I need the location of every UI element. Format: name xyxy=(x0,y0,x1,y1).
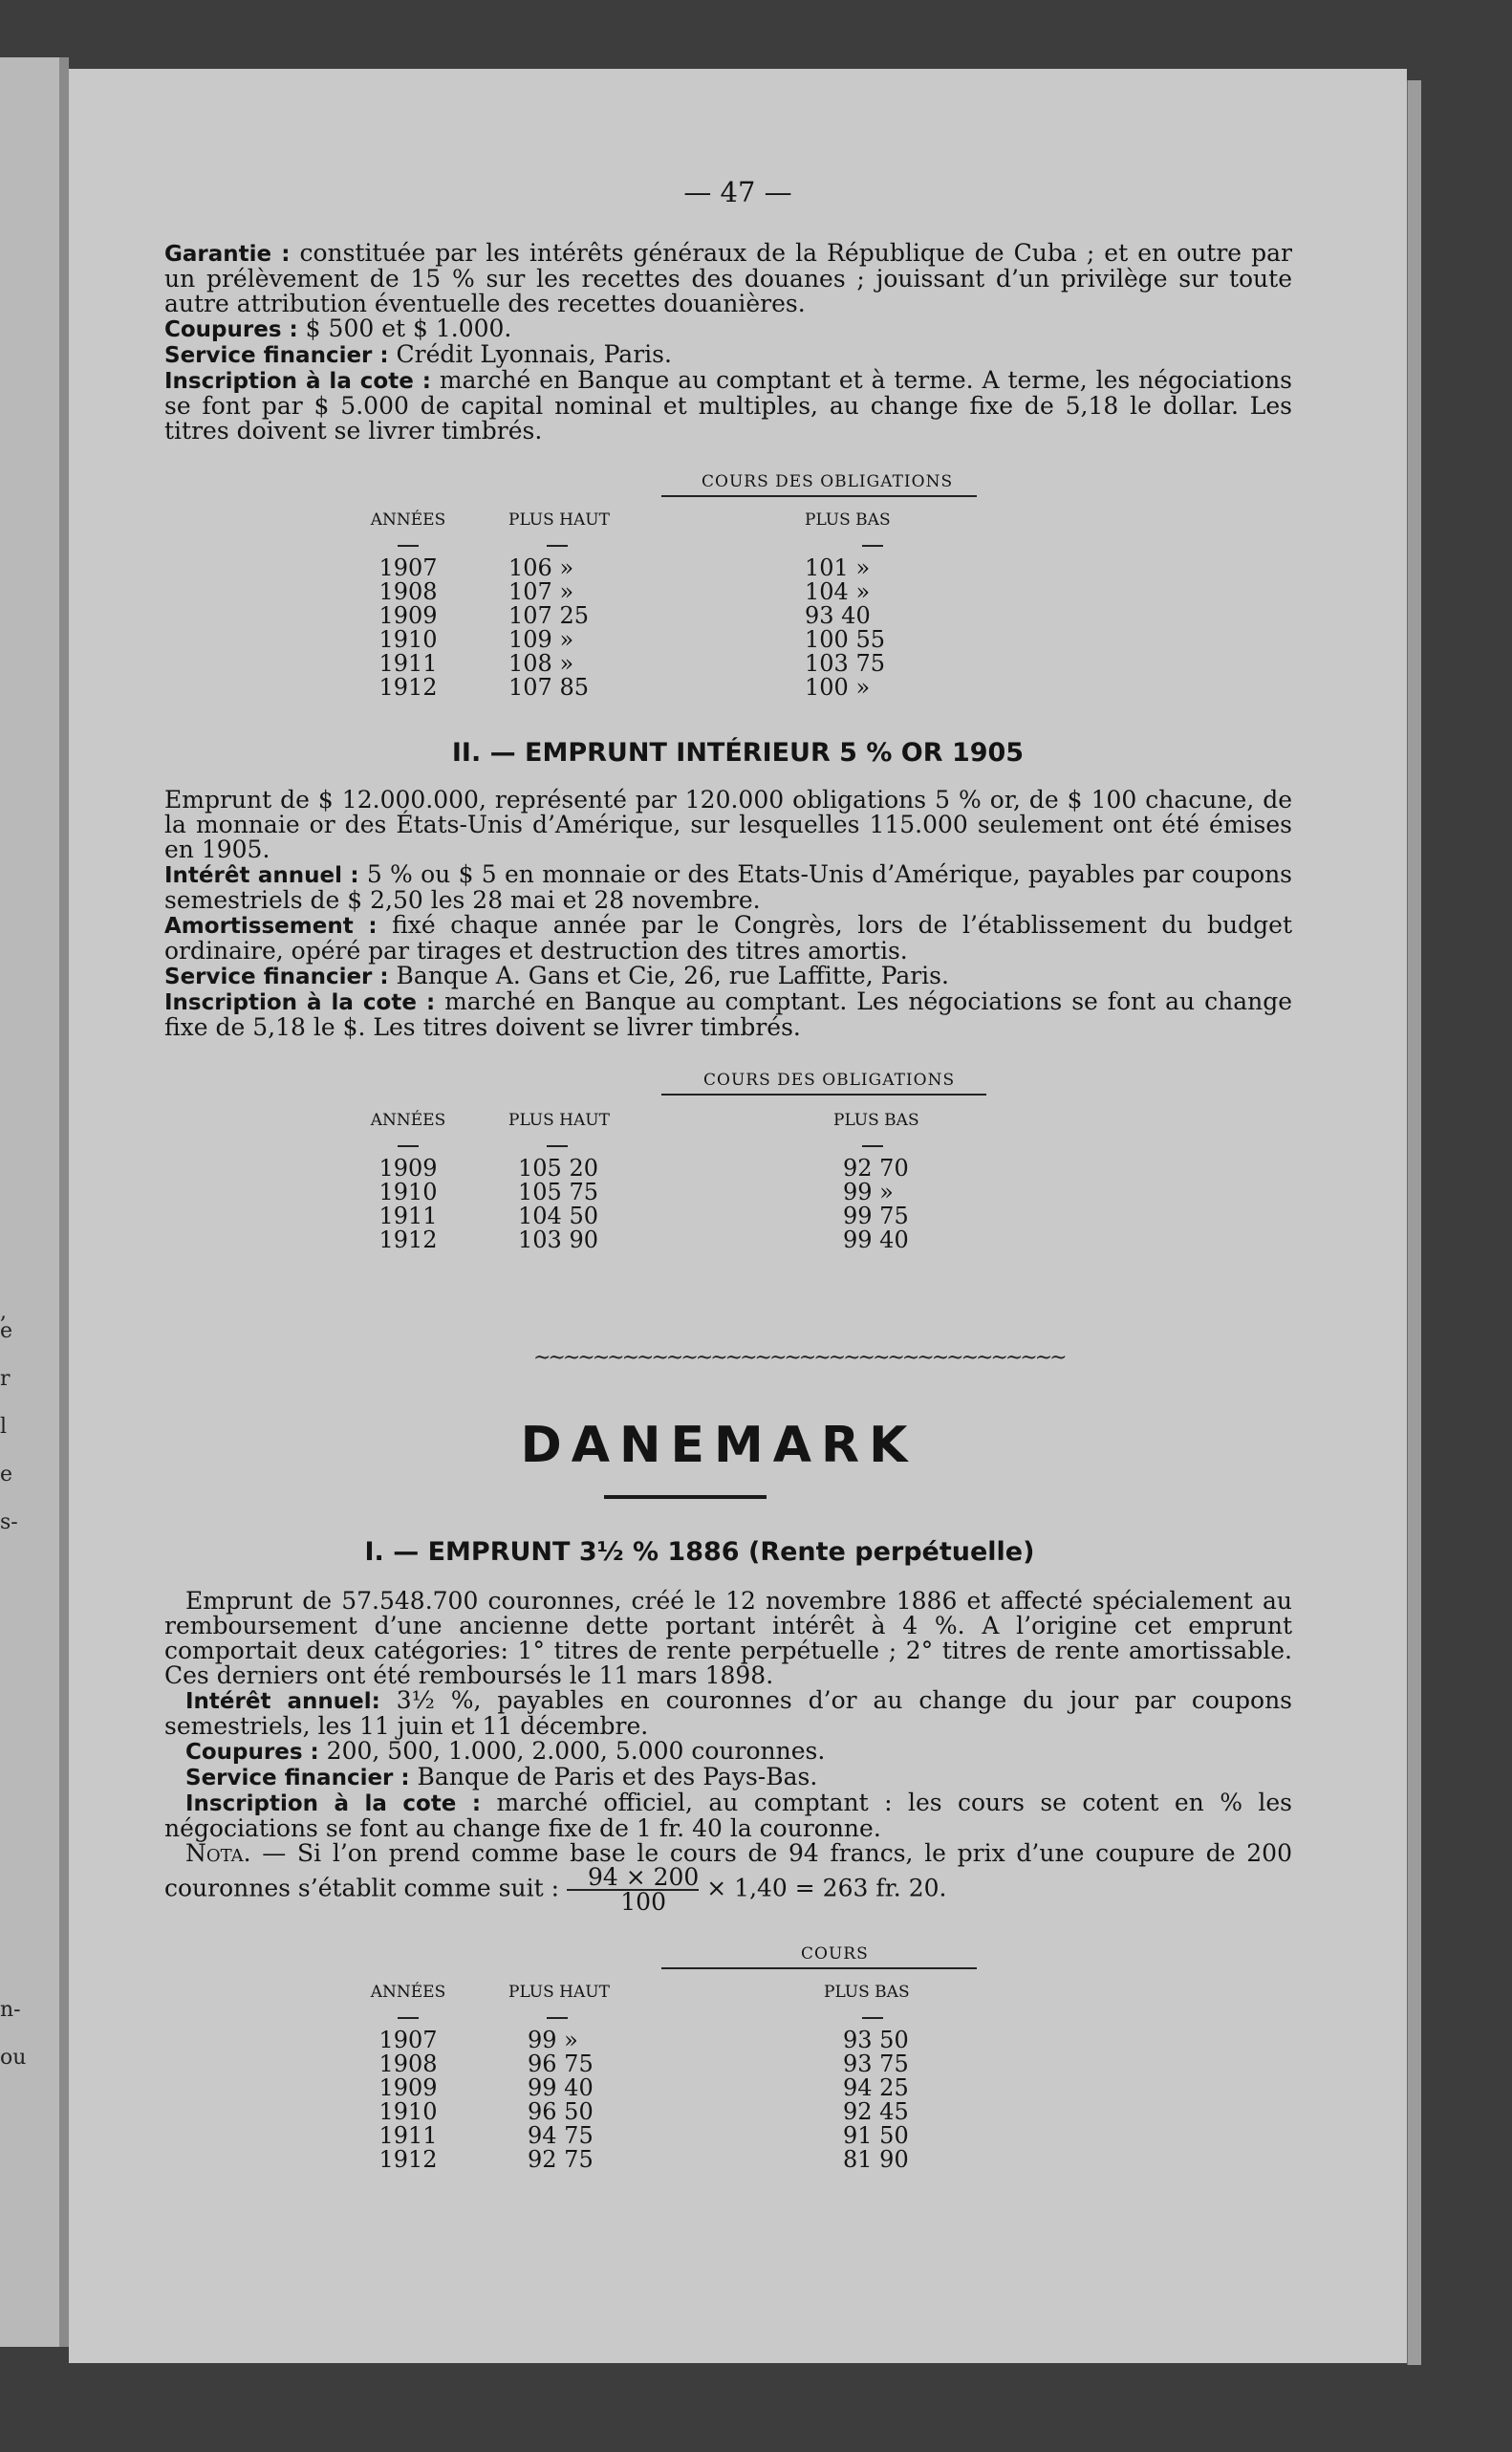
emprunt-paragraph: Emprunt de 57.548.700 couronnes, créé le 12 novembre 1886 et affecté spécialement au remboursement d’une ancienne dette portant intérêt à 4 %. A l’origine cet emprunt comportait deux catégories: 1° titres de rente perpétuelle ; 2° titres de rente amortissable. Ces derniers ont été remboursés le 11 mars 1898. xyxy=(164,1587,1292,1689)
margin-letter: n- xyxy=(0,1998,21,2022)
margin-letter: ou xyxy=(0,2046,27,2070)
service-paragraph: Service financier : Crédit Lyonnais, Paris. xyxy=(164,340,672,368)
col-header: PLUS HAUT xyxy=(508,1111,610,1130)
table-row: 1910 109 » 100 55 xyxy=(378,626,885,653)
col-header: ANNÉES xyxy=(370,510,446,530)
calculation-fraction: $\frac{94 \times 200}{100}$ xyxy=(567,1866,699,1914)
table-row: 1910 105 75 99 » xyxy=(378,1179,894,1205)
service-paragraph: Service financier : Banque A. Gans et Cie, 26, rue Laffitte, Paris. xyxy=(164,962,949,989)
emprunt-interieur-details xyxy=(164,788,1292,1040)
decorative-wave-rule: ~~~~~~~~~~~~~~~~~~~~~~~~~~~~~~~~~~~~ xyxy=(533,1346,1065,1370)
page-edge xyxy=(1407,80,1421,2365)
table-row: 1908 96 75 93 75 xyxy=(378,2051,909,2077)
caption-brace xyxy=(661,495,977,507)
margin-letter: r xyxy=(0,1367,11,1391)
table-row: 1912 107 85 100 » xyxy=(378,674,871,701)
price-table-1 xyxy=(327,509,1053,700)
table-row: 1911 94 75 91 50 xyxy=(378,2122,909,2149)
interet-paragraph: Intérêt annuel: 3½ %, payables en couronnes d’or au change du jour par coupons semestriels, les 11 juin et 11 décembre. xyxy=(164,1686,1292,1740)
margin-letter: e xyxy=(0,1463,13,1486)
margin-letter: e xyxy=(0,1319,13,1343)
document-page xyxy=(69,69,1407,2363)
inscription-paragraph: Inscription à la cote : marché en Banque au comptant. Les négociations se font au change fixe de 5,18 le $. Les titres doivent se livrer timbrés. xyxy=(164,987,1293,1041)
price-table-2 xyxy=(327,1109,1053,1252)
table-row: 1909 107 25 93 40 xyxy=(378,602,871,629)
table-row: 1912 103 90 99 40 xyxy=(378,1226,909,1253)
table-row: 1909 99 40 94 25 xyxy=(378,2074,909,2101)
col-header: PLUS HAUT xyxy=(508,510,610,530)
inscription-paragraph: Inscription à la cote : marché en Banque au comptant et à terme. A terme, les négociations se font par $ 5.000 de capital nominal et multiples, au change fixe de 5,18 le dollar. Les titres doivent se livrer timbrés. xyxy=(164,366,1292,445)
table-caption: COURS DES OBLIGATIONS xyxy=(702,472,954,491)
table-caption: COURS xyxy=(801,1944,869,1964)
table-row: 1911 108 » 103 75 xyxy=(378,650,885,677)
amortissement-paragraph: Amortissement : fixé chaque année par le Congrès, lors de l’établissement du budget ordinaire, opéré par tirages et destruction des titres amortis. xyxy=(164,911,1293,965)
country-title: DANEMARK xyxy=(520,1417,918,1474)
margin-letter: , xyxy=(0,1300,7,1324)
calculation-result: × 1,40 = 263 fr. 20. xyxy=(706,1874,947,1902)
service-paragraph: Service financier : Banque de Paris et des Pays-Bas. xyxy=(185,1763,818,1790)
garantie-paragraph: Garantie : constituée par les intérêts généraux de la République de Cuba ; et en outre par un prélèvement de 15 % sur les recettes des douanes ; jouissant d’un privilège sur toute autre attribution éventuelle des recettes douanières. xyxy=(164,239,1293,317)
nota-paragraph: Nota. — Si l’on prend comme base le cours de 94 francs, le prix d’une coupure de 200 couronnes s’établit comme suit : $\frac{94 \times 200}{100}$ × 1,40 = 263 fr. 20. xyxy=(164,1839,1292,1916)
section-heading: II. — EMPRUNT INTÉRIEUR 5 % OR 1905 xyxy=(451,738,1025,768)
coupures-paragraph: Coupures : 200, 500, 1.000, 2.000, 5.000 couronnes. xyxy=(185,1737,826,1765)
inscription-paragraph: Inscription à la cote : marché officiel, au comptant : les cours se cotent en % les négociations se font au change fixe de 1 fr. 40 la couronne. xyxy=(164,1789,1292,1842)
interet-paragraph: Intérêt annuel : 5 % ou $ 5 en monnaie or des Etats-Unis d’Amérique, payables par coupons semestriels de $ 2,50 les 28 mai et 28 novembre. xyxy=(164,860,1292,914)
col-header: PLUS BAS xyxy=(805,510,891,530)
book-spine xyxy=(59,57,69,2347)
danemark-loan-details xyxy=(164,1589,1292,1914)
section-heading: I. — EMPRUNT 3½ % 1886 (Rente perpétuelle) xyxy=(364,1537,1035,1567)
table-row: 1911 104 50 99 75 xyxy=(378,1203,909,1229)
table-row: 1912 92 75 81 90 xyxy=(378,2146,909,2173)
col-header: ANNÉES xyxy=(370,1983,446,2002)
table-row: 1909 105 20 92 70 xyxy=(378,1155,909,1182)
margin-letter: s- xyxy=(0,1510,18,1534)
title-underline xyxy=(604,1495,767,1499)
table-row: 1908 107 » 104 » xyxy=(378,578,871,605)
table-row: 1907 106 » 101 » xyxy=(378,554,871,581)
col-header: PLUS BAS xyxy=(824,1983,910,2002)
table-row: 1910 96 50 92 45 xyxy=(378,2098,909,2125)
col-header: ANNÉES xyxy=(370,1111,446,1130)
facing-page-edge xyxy=(0,57,61,2347)
caption-brace xyxy=(661,1094,986,1105)
margin-letter: l xyxy=(0,1415,8,1439)
price-table-3 xyxy=(327,1981,1053,2172)
emprunt-paragraph: Emprunt de $ 12.000.000, représenté par 120.000 obligations 5 % or, de $ 100 chacune, de la monnaie or des États-Unis d’Amérique, sur lesquelles 115.000 seulement ont été émises en 1905. xyxy=(164,786,1292,863)
caption-brace xyxy=(661,1967,977,1979)
table-row: 1907 99 » 93 50 xyxy=(378,2027,909,2053)
coupures-paragraph: Coupures : $ 500 et $ 1.000. xyxy=(164,315,512,342)
table-caption: COURS DES OBLIGATIONS xyxy=(703,1071,956,1090)
col-header: PLUS HAUT xyxy=(508,1983,610,2002)
col-header: PLUS BAS xyxy=(833,1111,919,1130)
cuba-loan-details xyxy=(164,241,1292,444)
page-number: — 47 — xyxy=(683,176,792,208)
